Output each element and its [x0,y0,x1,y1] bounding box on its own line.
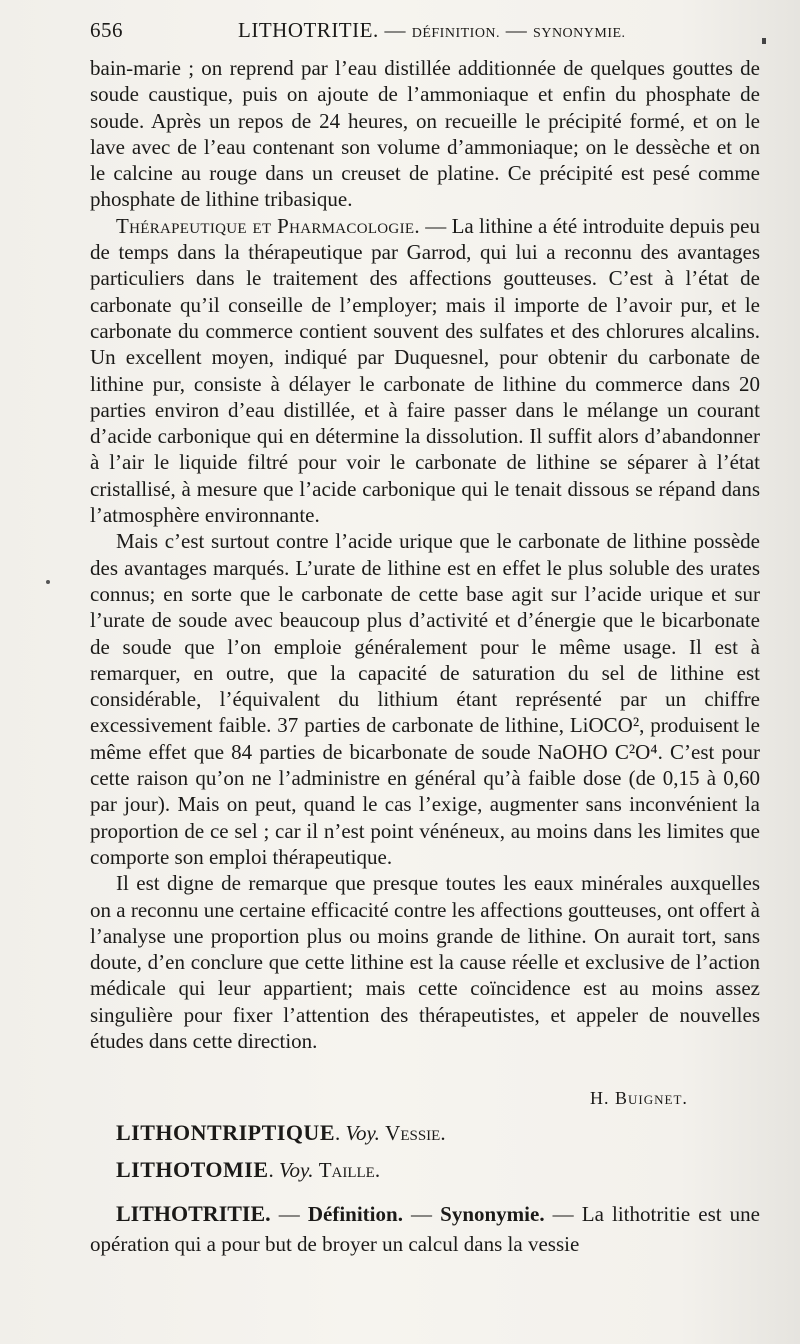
entry-crossref: Vessie. [385,1121,446,1145]
paragraph-4: Il est digne de remarque que presque toutes les eaux minérales auxquelles on a reconnu une certaine efficacité contre les affections goutteuses, ont offert à l’analyse une proportion plus ou moins grande de lithine. On aurait tort, sans doute, d’en conclure que cette lithine est la cause réelle et exclusive de l’action médicale qui leur appartient; mais cette coïncidence est au moins assez singulière pour fixer l’attention des thérapeutistes, et appeler de nouvelles études dans cette direction. [90,871,760,1053]
paragraph-1: bain-marie ; on reprend par l’eau distillée additionnée de quelques gouttes de soude caustique, puis on ajoute de l’ammoniaque et enfin du phosphate de soude. Après un repos de 24 heures, on recueille le précipité formé, et on le lave avec de l’eau contenant son volume d’ammoniaque; on le dessèche et on le calcine au rouge dans un creuset de platine. Ce précipité est pesé comme phosphate de lithine tribasique. [90,56,760,212]
entry-voy: Voy. [345,1121,380,1145]
paragraph-2 [90,213,760,529]
entry-voy: Voy. [279,1158,314,1182]
paragraph-2-text: — La lithine a été introduite depuis peu de temps dans la thérapeutique par Garrod, qui lui a reconnu des avantages particuliers dans le traitement des affections goutteuses. C’est à l’état de carbonate qu’il conseille de l’employer; mais il importe de l’avoir pur, et le carbonate du commerce contient souvent des sulfates et des chlorures alcalins. Un excellent moyen, indiqué par Duquesnel, pour obtenir du carbonate de lithine pur, consiste à délayer le carbonate de lithine du commerce dans 20 parties environ d’eau distillée, et à faire passer dans le mélange un courant d’acide carbonique qui en détermine la dissolution. Il suffit alors d’abandonner à l’air le liquide filtré pour voir le carbonate de lithine se séparer à l’état cristallisé, à mesure que l’acide carbonique qui le tenait dissous se répand dans l’atmosphère environnante. [90,213,761,528]
entry-headword: LITHONTRIPTIQUE [116,1120,335,1145]
entry-headword: LITHOTOMIE [116,1157,269,1182]
entry-lithontriptique: LITHONTRIPTIQUE. Voy. Vessie. [116,1120,446,1145]
entry-lithotritie: LITHOTRITIE. — Définition. — Synonymie. — La lithotritie est une opération qui a pour but de broyer un calcul dans la vessie [90,1201,760,1256]
running-header [90,18,770,48]
running-title [238,18,626,43]
entry-subhead-definition: Définition. [307,1202,403,1226]
margin-speck [46,580,50,584]
paragraph-3: Mais c’est surtout contre l’acide urique que le carbonate de lithine possède des avantages marqués. L’urate de lithine est en effet le plus soluble des urates connus; en sorte que le carbonate de cette base agit sur l’acide urique et sur l’urate de soude avec beaucoup plus d’activité et d’énergie que le bicarbonate de soude que l’on emploie généralement pour le même usage. Il est à remarquer, en outre, que la capacité de saturation du sel de lithine est considérable, l’équivalent du lithium étant représenté par un chiffre excessivement faible. 37 parties de carbonate de lithine, LiOCO², produisent le même effet que 84 parties de bicarbonate de soude NaOHO C²O⁴. C’est pour cette raison qu’on ne l’administre en général qu’à faible dose (de 0,15 à 0,60 par jour). Mais on peut, quand le cas l’exige, augmenter sans inconvénient la proportion de ce sel ; car il n’est point vénéneux, au moins dans les limites que comporte son emploi thérapeutique. [90,529,760,869]
author-signature: H. Buignet. [590,1088,688,1108]
entry-crossref: Taille. [318,1158,381,1182]
header-dash: — [500,18,534,42]
page-number: 656 [90,18,123,42]
entry-text: La lithotritie est une opération qui a pour but de broyer un calcul dans la vessie [90,1202,760,1256]
running-section-1: DÉFINITION. [411,26,501,41]
running-section-2: SYNONYMIE. [533,26,626,41]
entry-lithotomie: LITHOTOMIE. Voy. Taille. [116,1157,381,1182]
section-heading-therapeutique: Thérapeutique et Pharmacologie. [116,213,420,238]
entry-headword: LITHOTRITIE. [116,1201,271,1226]
running-title-main: LITHOTRITIE. [238,18,379,42]
header-dash: — [378,18,412,42]
margin-speck [762,38,766,44]
main-text [90,55,760,1054]
entry-subhead-synonymie: Synonymie. [440,1202,545,1226]
